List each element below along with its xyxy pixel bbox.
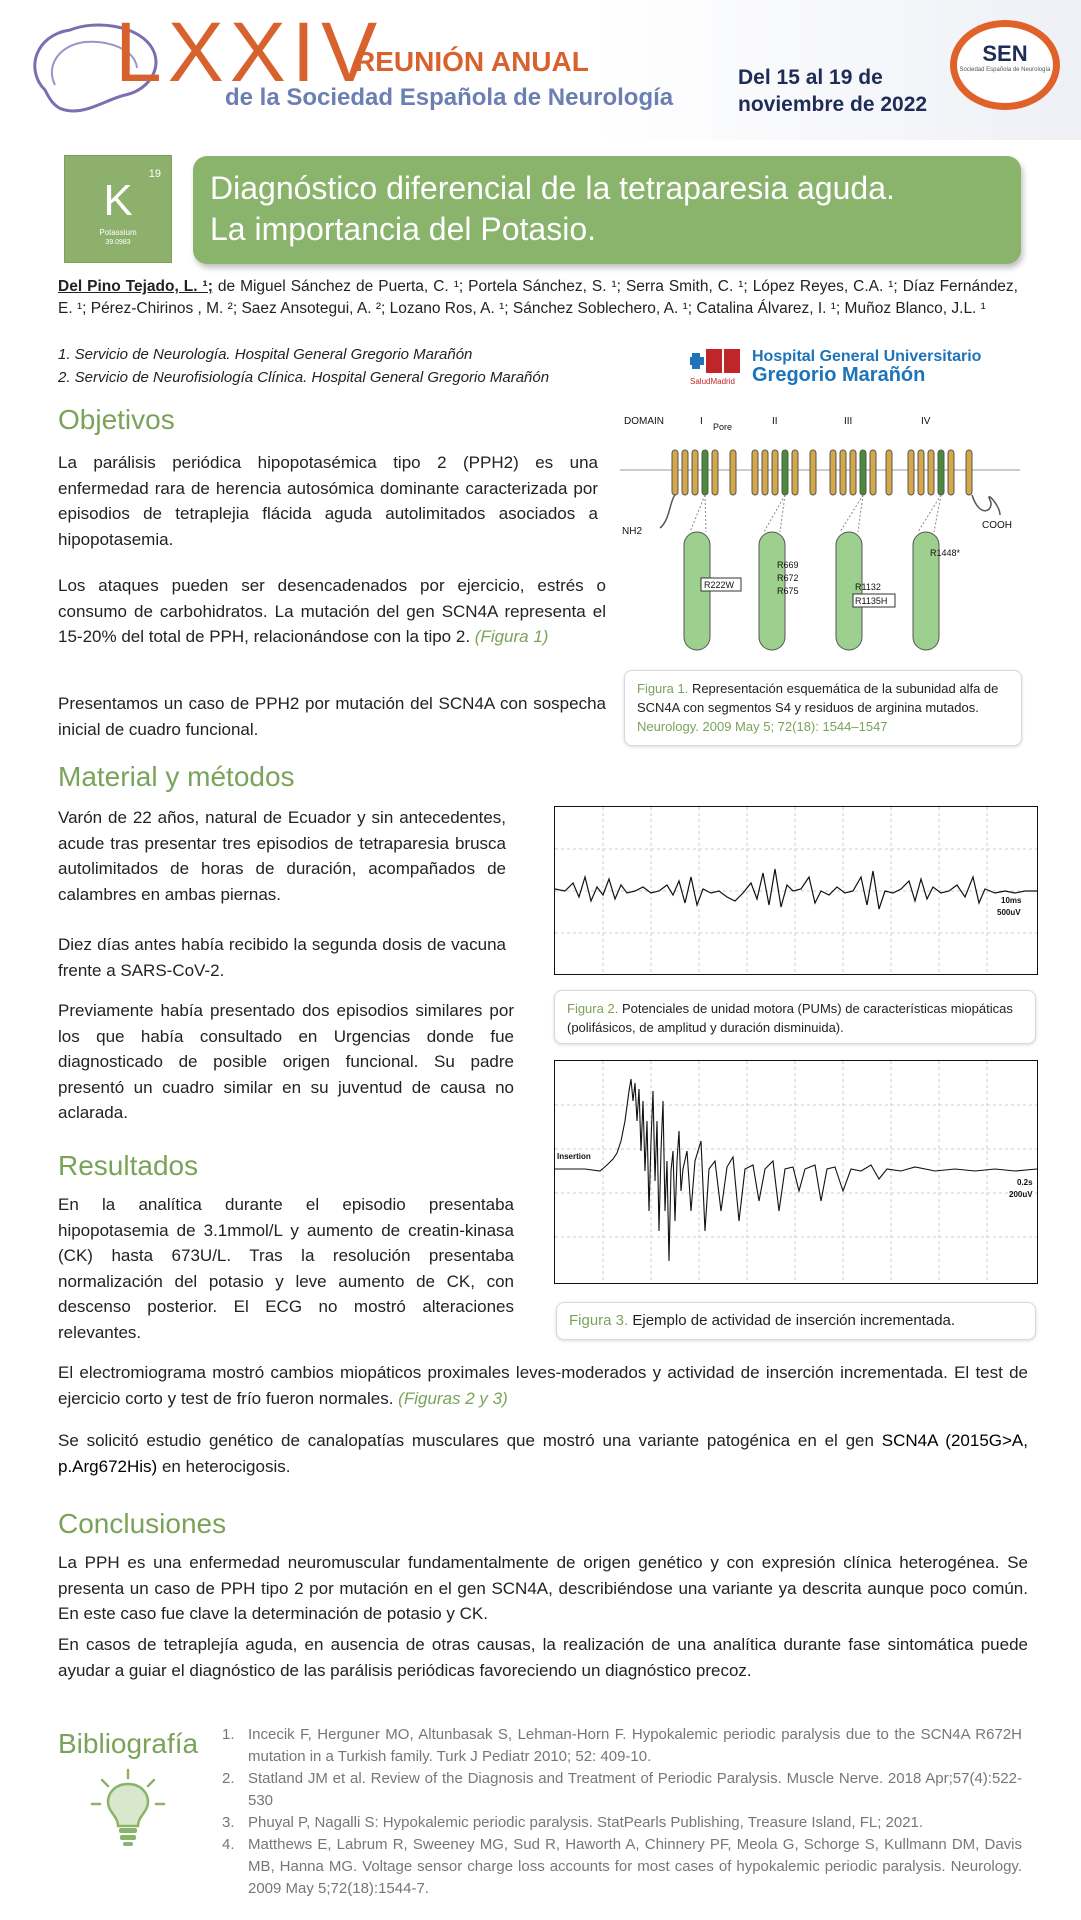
lightbulb-icon xyxy=(88,1768,168,1848)
event-dates xyxy=(738,64,927,118)
resultados-heading: Resultados xyxy=(58,1150,199,1181)
resultados-variant: (2015G>A, p.Arg672His) xyxy=(58,1431,1028,1476)
figure3-caption-label: Figura 3. xyxy=(569,1312,629,1329)
fig2-scale-amp: 500uV xyxy=(997,908,1021,917)
figure2-caption-text: Potenciales de unidad motora (PUMs) de características miopáticas (polifásicos, de amplitud y duración disminuida). xyxy=(567,1001,1013,1035)
element-name: Potassium xyxy=(99,228,137,237)
material-heading: Material y métodos xyxy=(58,761,295,792)
fig1-residue-r1448: R1448* xyxy=(930,548,961,558)
fig1-nh2-label: NH2 xyxy=(622,526,643,537)
bibliography-item xyxy=(222,1768,1022,1812)
sen-logo-text: SEN xyxy=(982,41,1028,66)
event-number: LXXIV xyxy=(115,5,384,99)
fig1-residue-r1132: R1132 xyxy=(855,582,881,592)
resultados-paragraph-1: En la analítica durante el episodio presentaba hipopotasemia de 3.1mmol/L y aumento de creatin-kinasa (CK) hasta 673U/L. Tras la resolución presentaba normalización del potasio y leve aumento de CK, con descenso posterior. El ECG no mostró alteraciones relevantes. xyxy=(58,1195,514,1342)
title-line-2: La importancia del Potasio. xyxy=(210,211,596,247)
fig1-residue-r672: R672 xyxy=(777,573,799,583)
title-line-1: Diagnóstico diferencial de la tetraparesia aguda. xyxy=(210,170,895,206)
fig1-residue-r675: R675 xyxy=(777,586,799,596)
fig1-domain-ii: II xyxy=(772,416,778,427)
dates-line-1: Del 15 al 19 de xyxy=(738,66,883,89)
bib-number: 4. xyxy=(222,1836,235,1853)
figure1-caption-text: Representación esquemática de la subunidad alfa de SCN4A con segmentos S4 y residuos de arginina mutados. xyxy=(637,681,999,715)
bibliography-item xyxy=(222,1724,1022,1768)
co-authors: de Miguel Sánchez de Puerta, C. ¹; Portela Sánchez, S. ¹; Serra Smith, C. ¹; López Reyes, C.A. ¹; Díaz Fernández, E. ¹; Pérez-Chirinos , M. ²; Saez Ansotegui, A. ²; Lozano Ros, A. ¹; Sánchez Soblechero, A. ¹; Catalina Álvarez, I. ¹; Muñoz Blanco, J.L. ¹ xyxy=(58,278,1018,317)
bib-number: 3. xyxy=(222,1814,235,1831)
fig1-domain-iv: IV xyxy=(921,416,931,427)
main-author: Del Pino Tejado, L. ¹; xyxy=(58,278,213,295)
figure2-emg-trace xyxy=(554,806,1038,975)
material-paragraph-2: Previamente había presentado dos episodios similares por los que había consultado en Urgencias donde fue diagnosticado de posible origen funcional. Su padre presentó un cuadro similar en su juventud de causa no aclarada. xyxy=(58,1001,514,1122)
figure2-caption-label: Figura 2. xyxy=(567,1001,619,1016)
affiliation-1: 1. Servicio de Neurología. Hospital General Gregorio Marañón xyxy=(58,346,473,363)
potassium-element-tile xyxy=(64,155,172,263)
figure3-caption-text: Ejemplo de actividad de inserción incrementada. xyxy=(632,1312,956,1329)
poster-title xyxy=(193,156,1021,264)
fig1-residue-r222w: R222W xyxy=(704,580,735,590)
element-mass: 39.0983 xyxy=(105,239,131,246)
bib-text: Statland JM et al. Review of the Diagnosis and Treatment of Periodic Paralysis. Muscle Nerve. 2018 Apr;57(4):522-530 xyxy=(248,1770,1022,1809)
resultados-p2-text: El electromiograma mostró cambios miopáticos proximales leves-moderados y actividad de inserción incrementada. El test de ejercicio corto y test de frío fueron normales. xyxy=(58,1363,1028,1408)
hospital-name-line-2: Gregorio Marañón xyxy=(752,364,926,386)
fig1-cooh-label: COOH xyxy=(982,520,1012,531)
conclusiones-paragraph-2: En casos de tetraplejía aguda, en ausencia de otras causas, la realización de una analítica durante fase sintomática puede ayudar a guiar el diagnóstico de las parálisis periódicas favoreciendo un diagnóstico precoz. xyxy=(58,1635,1028,1680)
fig1-residue-r1135h: R1135H xyxy=(855,596,888,606)
affiliation-2: 2. Servicio de Neurofisiología Clínica. Hospital General Gregorio Marañón xyxy=(58,369,550,386)
fig2-scale-time: 10ms xyxy=(1001,896,1022,905)
fig1-residue-r669: R669 xyxy=(777,560,799,570)
figure3-emg-trace xyxy=(554,1060,1038,1284)
resultados-paragraph-2 xyxy=(58,1360,1028,1411)
bib-number: 1. xyxy=(222,1726,235,1743)
salud-madrid-label: SaludMadrid xyxy=(690,377,735,386)
bib-text: Matthews E, Labrum R, Sweeney MG, Sud R, Haworth A, Chinnery PF, Meola G, Schorge S, Kullmann DM, Davis MB, Hanna MG. Voltage sensor charge loss accounts for most cases of hypokalemic periodic paralysis. Neurology. 2009 May 5;72(18):1544-7. xyxy=(248,1836,1022,1897)
conclusiones-heading: Conclusiones xyxy=(58,1508,227,1539)
author-list xyxy=(58,276,1018,320)
society-name: de la Sociedad Española de Neurología xyxy=(225,84,674,111)
resultados-gene: SCN4A xyxy=(881,1431,938,1450)
element-symbol: K xyxy=(103,176,133,225)
resultados-p3-text-b: en heterocigosis. xyxy=(157,1456,291,1476)
hospital-logo xyxy=(690,345,1020,390)
fig1-domain-iii: III xyxy=(844,416,853,427)
bib-text: Incecik F, Herguner MO, Altunbasak S, Lehman-Horn F. Hypokalemic periodic paralysis due to the SCN4A R672H mutation in a Turkish family. Turk J Pediatr 2010; 52: 409-10. xyxy=(248,1726,1022,1765)
fig3-scale-time: 0.2s xyxy=(1017,1178,1033,1187)
fig1-domain-i: I xyxy=(700,416,703,427)
conclusiones-paragraph-1: La PPH es una enfermedad neuromuscular fundamentalmente de origen genético y con expresión clínica heterogénea. Se presenta un caso de PPH tipo 2 por mutación en el gen SCN4A, describiéndose una variante ya descrita aunque poco común. En este caso fue clave la determinación de potasio y CK. xyxy=(58,1553,1028,1623)
fig1-helices xyxy=(672,450,972,495)
figure1-caption-label: Figura 1. xyxy=(637,681,689,696)
figure1-caption-ref: Neurology. 2009 May 5; 72(18): 1544–1547 xyxy=(637,719,888,734)
bib-number: 2. xyxy=(222,1770,235,1787)
event-name: REUNIÓN ANUAL xyxy=(355,46,589,77)
bib-text: Phuyal P, Nagalli S: Hypokalemic periodic paralysis. StatPearls Publishing, Treasure Island, FL; 2021. xyxy=(248,1814,924,1831)
objetivos-heading: Objetivos xyxy=(58,404,175,435)
bibliography-item xyxy=(222,1812,1022,1834)
material-paragraph-1: Varón de 22 años, natural de Ecuador y sin antecedentes, acude tras presentar tres episodios de tetraparesia brusca autolimitados de horas de duración, acompañados de calambres en ambas piernas. xyxy=(58,808,506,904)
resultados-p3-text-a: Se solicitó estudio genético de canalopatías musculares que mostró una variante patogénica en el gen xyxy=(58,1431,882,1450)
objetivos-p2-text: Los ataques pueden ser desencadenados por ejercicio, estrés o consumo de carbohidratos. La mutación del gen SCN4A representa el 15-20% del total de PPH, relacionándose con la tipo 2. xyxy=(58,576,606,646)
objetivos-paragraph-3: Presentamos un caso de PPH2 por mutación del SCN4A con sospecha inicial de cuadro funcional. xyxy=(58,694,606,739)
figures-2-3-reference: (Figuras 2 y 3) xyxy=(398,1388,508,1408)
sen-logo-subtext: Sociedad Española de Neurología xyxy=(959,67,1051,73)
hospital-name xyxy=(752,347,981,385)
sen-logo xyxy=(950,20,1060,110)
element-number: 19 xyxy=(148,168,161,180)
material-paragraph-1b: Diez días antes había recibido la segunda dosis de vacuna frente a SARS-CoV-2. xyxy=(58,935,506,980)
fig1-pore-label: Pore xyxy=(713,422,733,432)
hospital-name-line-1: Hospital General Universitario xyxy=(752,348,982,365)
resultados-paragraph-3 xyxy=(58,1428,1028,1479)
fig1-domain-label: DOMAIN xyxy=(624,416,664,427)
fig3-scale-amp: 200uV xyxy=(1009,1190,1033,1199)
salud-madrid-icon xyxy=(690,345,746,377)
objetivos-paragraph-2 xyxy=(58,573,606,650)
dates-line-2: noviembre de 2022 xyxy=(738,93,928,116)
figure1-scn4a-diagram xyxy=(620,410,1020,662)
bibliography-item xyxy=(222,1834,1022,1900)
figure1-caption xyxy=(624,670,1022,746)
figure2-caption xyxy=(554,990,1036,1044)
bibliografia-heading: Bibliografía xyxy=(58,1728,199,1759)
objetivos-paragraph-1: La parálisis periódica hipopotasémica tipo 2 (PPH2) es una enfermedad rara de herencia autosómica dominante caracterizada por episodios de tetraplejia flácida aguda autolimitados asociados a hipopotasemia. xyxy=(58,453,598,549)
figure3-caption xyxy=(556,1302,1036,1340)
figure1-reference: (Figura 1) xyxy=(474,627,549,646)
fig3-insertion-label: Insertion xyxy=(557,1152,591,1161)
